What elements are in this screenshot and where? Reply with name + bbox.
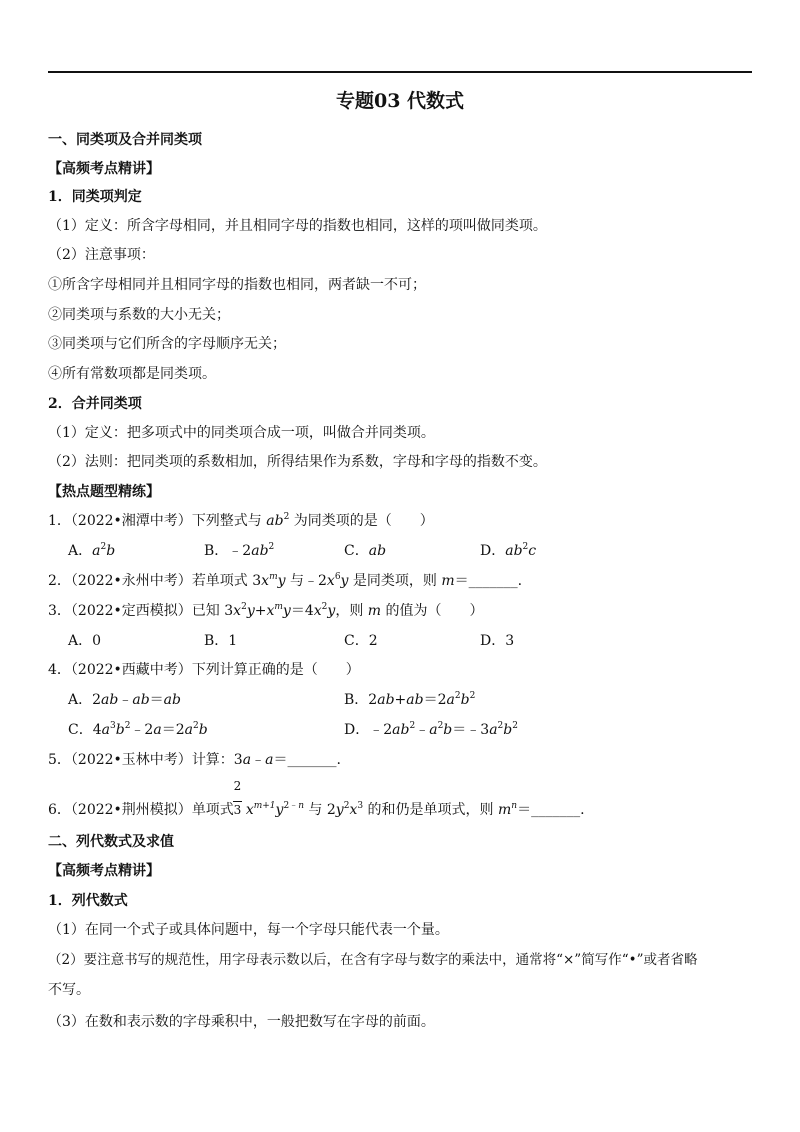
q1-option-b: B．$﹣2ab^2$ <box>204 542 275 559</box>
point2-definition: （1）定义：把多项式中的同类项合成一项，叫做合并同类项。 <box>48 425 435 441</box>
q4-option-c: C．$4a^3b^2﹣2a=2a^2b$ <box>68 721 208 738</box>
q1-option-a: A．$a^2b$ <box>68 542 116 559</box>
q3-option-c: C．2 <box>344 633 378 649</box>
q6-fraction-denominator: 3 <box>233 803 242 817</box>
section2-line-1: （1）在同一个式子或具体问题中，每一个字母只能代表一个量。 <box>48 922 449 938</box>
point1-note-1: ①所含字母相同并且相同字母的指数也相同，两者缺一不可； <box>48 277 426 293</box>
point1-note-label: （2）注意事项： <box>48 247 155 263</box>
point1-note-4: ④所有常数项都是同类项。 <box>48 366 216 382</box>
q1-option-d: D．$ab^2c$ <box>480 542 537 559</box>
point1-note-3: ③同类项与它们所含的字母顺序无关； <box>48 336 286 352</box>
point2-title: 2．合并同类项 <box>48 396 142 412</box>
question-1: 1．（2022•湘潭中考）下列整式与 $ab^2$ 为同类项的是（ ） <box>48 512 434 529</box>
lecture-tag: 【高频考点精讲】 <box>48 161 160 177</box>
practice-tag: 【热点题型精练】 <box>48 484 160 500</box>
point1-note-2: ②同类项与系数的大小无关； <box>48 307 230 323</box>
section2-point1-title: 1．列代数式 <box>48 893 128 909</box>
section2-line-2: （2）要注意书写的规范性，用字母表示数以后，在含有字母与数字的乘法中，通常将“×”简写作“•”或者省略 <box>48 952 698 968</box>
section2-line-3: （3）在数和表示数的字母乘积中，一般把数写在字母的前面。 <box>48 1014 435 1030</box>
q1-option-c: C．ab <box>344 543 387 559</box>
q6-fraction-numerator: 2 <box>233 779 242 793</box>
q3-option-d: D．3 <box>480 633 515 649</box>
header-rule <box>48 71 752 73</box>
question-3: 3．（2022•定西模拟）已知 $3x^2y+x^my=4x^2y$，则 m 的值为（ ） <box>48 602 484 619</box>
q1-stem-post: 为同类项的是（ ） <box>289 513 434 529</box>
q3-option-b: B．1 <box>204 633 238 649</box>
section2-lecture-tag: 【高频考点精讲】 <box>48 863 160 879</box>
q1-number: 1． <box>48 513 71 529</box>
q4-option-a: A．2ab﹣ab＝ab <box>68 692 181 708</box>
question-5: 5．（2022•玉林中考）计算：3a﹣a＝_______. <box>48 752 341 768</box>
point2-rule: （2）法则：把同类项的系数相加，所得结果作为系数，字母和字母的指数不变。 <box>48 454 547 470</box>
section1-heading: 一、同类项及合并同类项 <box>48 132 202 148</box>
q1-source: （2022•湘潭中考） <box>70 513 192 529</box>
q4-option-d: D．$﹣2ab^2﹣a^2b=﹣3a^2b^2$ <box>344 721 518 738</box>
q4-option-b: B．$2ab+ab=2a^2b^2$ <box>344 691 476 708</box>
question-4: 4．（2022•西藏中考）下列计算正确的是（ ） <box>48 662 360 678</box>
point1-title: 1．同类项判定 <box>48 189 142 205</box>
question-6: 6．（2022•荆州模拟）单项式 $x^{m+1}y^{2﹣n}$ 与 $2y^2x^3$ 的和仍是单项式，则 $m^n=\_\_\_\_\_\_\_$. <box>48 801 585 818</box>
question-2: 2．（2022•永州中考）若单项式 $3x^my$ 与$﹣2x^6y$ 是同类项，则 m＝_______. <box>48 572 523 589</box>
section2-heading: 二、列代数式及求值 <box>48 834 174 850</box>
q1-stem-pre: 下列整式与 <box>191 513 267 529</box>
section2-line-2-cont: 不写。 <box>48 982 90 998</box>
point1-definition: （1）定义：所含字母相同，并且相同字母的指数也相同，这样的项叫做同类项。 <box>48 218 547 234</box>
page-title: 专题03 代数式 <box>335 90 465 112</box>
q3-option-a: A．0 <box>68 633 102 649</box>
